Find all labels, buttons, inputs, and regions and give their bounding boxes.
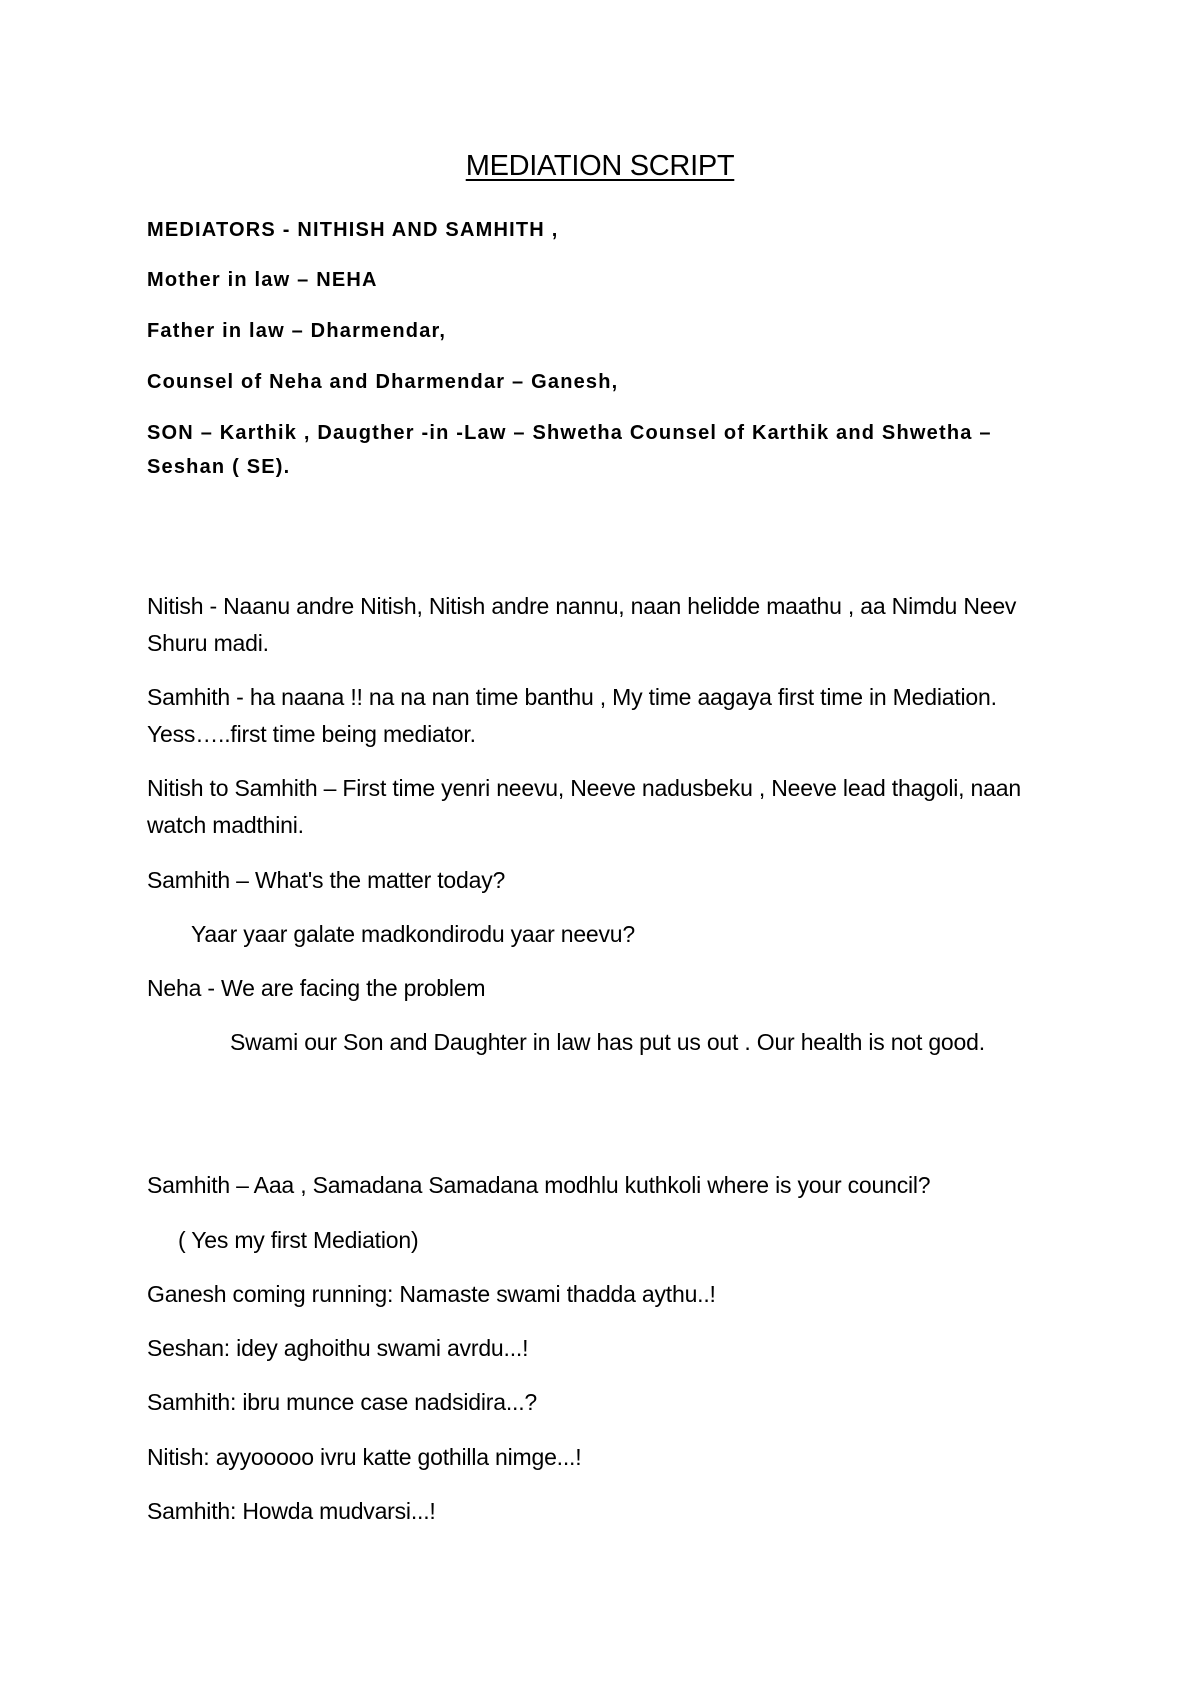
cast-line-father-in-law: Father in law – Dharmendar, [147,320,447,342]
dialogue-line: Samhith: Howda mudvarsi...! [147,1498,436,1524]
dialogue-line: Nitish - Naanu andre Nitish, Nitish andre nannu, naan helidde maathu , aa Nimdu Neev Shuru madi. [147,593,1017,656]
cast-line-mother-in-law: Mother in law – NEHA [147,269,378,291]
dialogue-line: Neha - We are facing the problem [147,975,486,1001]
dialogue-line: Ganesh coming running: Namaste swami thadda aythu..! [147,1281,716,1307]
dialogue-line: Seshan: idey aghoithu swami avrdu...! [147,1335,529,1361]
dialogue-line: Nitish: ayyooooo ivru katte gothilla nimge...! [147,1444,582,1470]
cast-line-mediators: MEDIATORS - NITHISH AND SAMHITH , [147,219,559,241]
dialogue-line: Nitish to Samhith – First time yenri neevu, Neeve nadusbeku , Neeve lead thagoli, naan watch madthini. [147,775,1021,838]
dialogue-line: Samhith: ibru munce case nadsidira...? [147,1389,537,1415]
dialogue-line: Swami our Son and Daughter in law has put us out . Our health is not good. [230,1029,985,1055]
document-title: MEDIATION SCRIPT [465,150,735,182]
dialogue-line: ( Yes my first Mediation) [178,1227,419,1253]
dialogue-line: Samhith – What's the matter today? [147,867,506,893]
dialogue-line: Samhith – Aaa , Samadana Samadana modhlu kuthkoli where is your council? [147,1172,931,1198]
dialogue-line: Yaar yaar galate madkondirodu yaar neevu? [191,921,635,947]
cast-line-counsel-ganesh: Counsel of Neha and Dharmendar – Ganesh, [147,371,619,393]
cast-line-son-daughter-in-law: SON – Karthik , Daugther -in -Law – Shwetha Counsel of Karthik and Shwetha – Seshan ( SE). [147,422,992,478]
dialogue-line: Samhith - ha naana !! na na nan time banthu , My time aagaya first time in Mediation. Yess…..first time being mediator. [147,684,997,747]
